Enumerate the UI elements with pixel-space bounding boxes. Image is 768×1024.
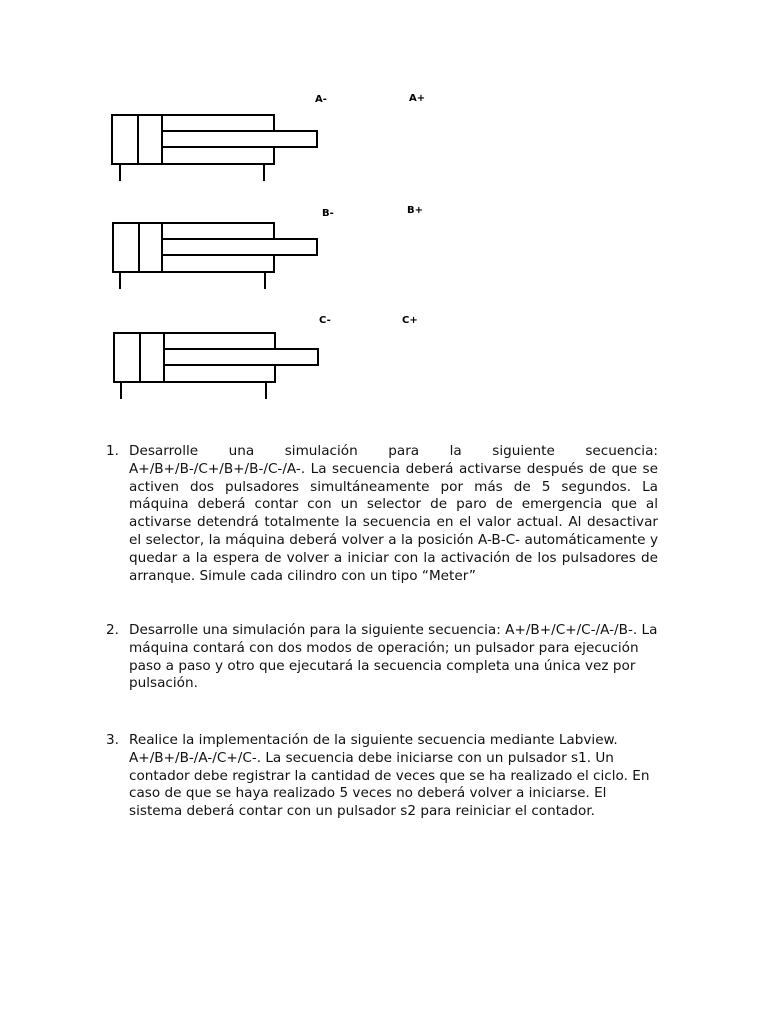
task-item-2 [106, 622, 658, 693]
task-text: Realice la implementación de la siguiente secuencia mediante Labview. A+/B+/B-/A-/C+/C-. La secuencia debe iniciarse con un pulsador s1. Un contador debe registrar la cantidad de veces que se ha realizado el ciclo. En caso de que se haya realizado 5 veces no deberá volver a iniciarse. El sistema deberá contar con un pulsador s2 para reiniciar el contador. [129, 732, 650, 820]
task-number: 1. [106, 443, 119, 459]
task-number: 2. [106, 622, 119, 638]
cylinder-c-rod [164, 349, 318, 365]
label-c-retracted: C- [319, 315, 331, 326]
label-a-extended: A+ [409, 93, 426, 104]
cylinder-a-diagram [0, 0, 768, 420]
task-item-1 [106, 443, 658, 585]
label-c-extended: C+ [402, 315, 418, 326]
cylinder-a-rod [162, 131, 317, 147]
cylinder-c [114, 333, 318, 399]
task-number: 3. [106, 732, 119, 748]
cylinder-b-rod [162, 239, 317, 255]
cylinder-b [113, 223, 317, 289]
label-b-retracted: B- [322, 208, 334, 219]
label-a-retracted: A- [315, 94, 327, 105]
label-b-extended: B+ [407, 205, 424, 216]
task-item-3 [106, 732, 658, 821]
cylinder-a [112, 115, 317, 181]
task-text: Desarrolle una simulación para la siguiente secuencia: A+/B+/C+/C-/A-/B-. La máquina contará con dos modos de operación; un pulsador para ejecución paso a paso y otro que ejecutará la secuencia completa una única vez por pulsación. [129, 622, 658, 692]
task-text: Desarrolle una simulación para la siguiente secuencia: A+/B+/B-/C+/B+/B-/C-/A-. La secuencia deberá activarse después de que se activen dos pulsadores simultáneamente por más de 5 segundos. La máquina deberá contar con un selector de paro de emergencia que al activarse detendrá totalmente la secuencia en el valor actual. Al desactivar el selector, la máquina deberá volver a la posición A-B-C- automáticamente y quedar a la espera de volver a iniciar con la activación de los pulsadores de arranque. Simule cada cilindro con un tipo “Meter” [129, 443, 658, 584]
